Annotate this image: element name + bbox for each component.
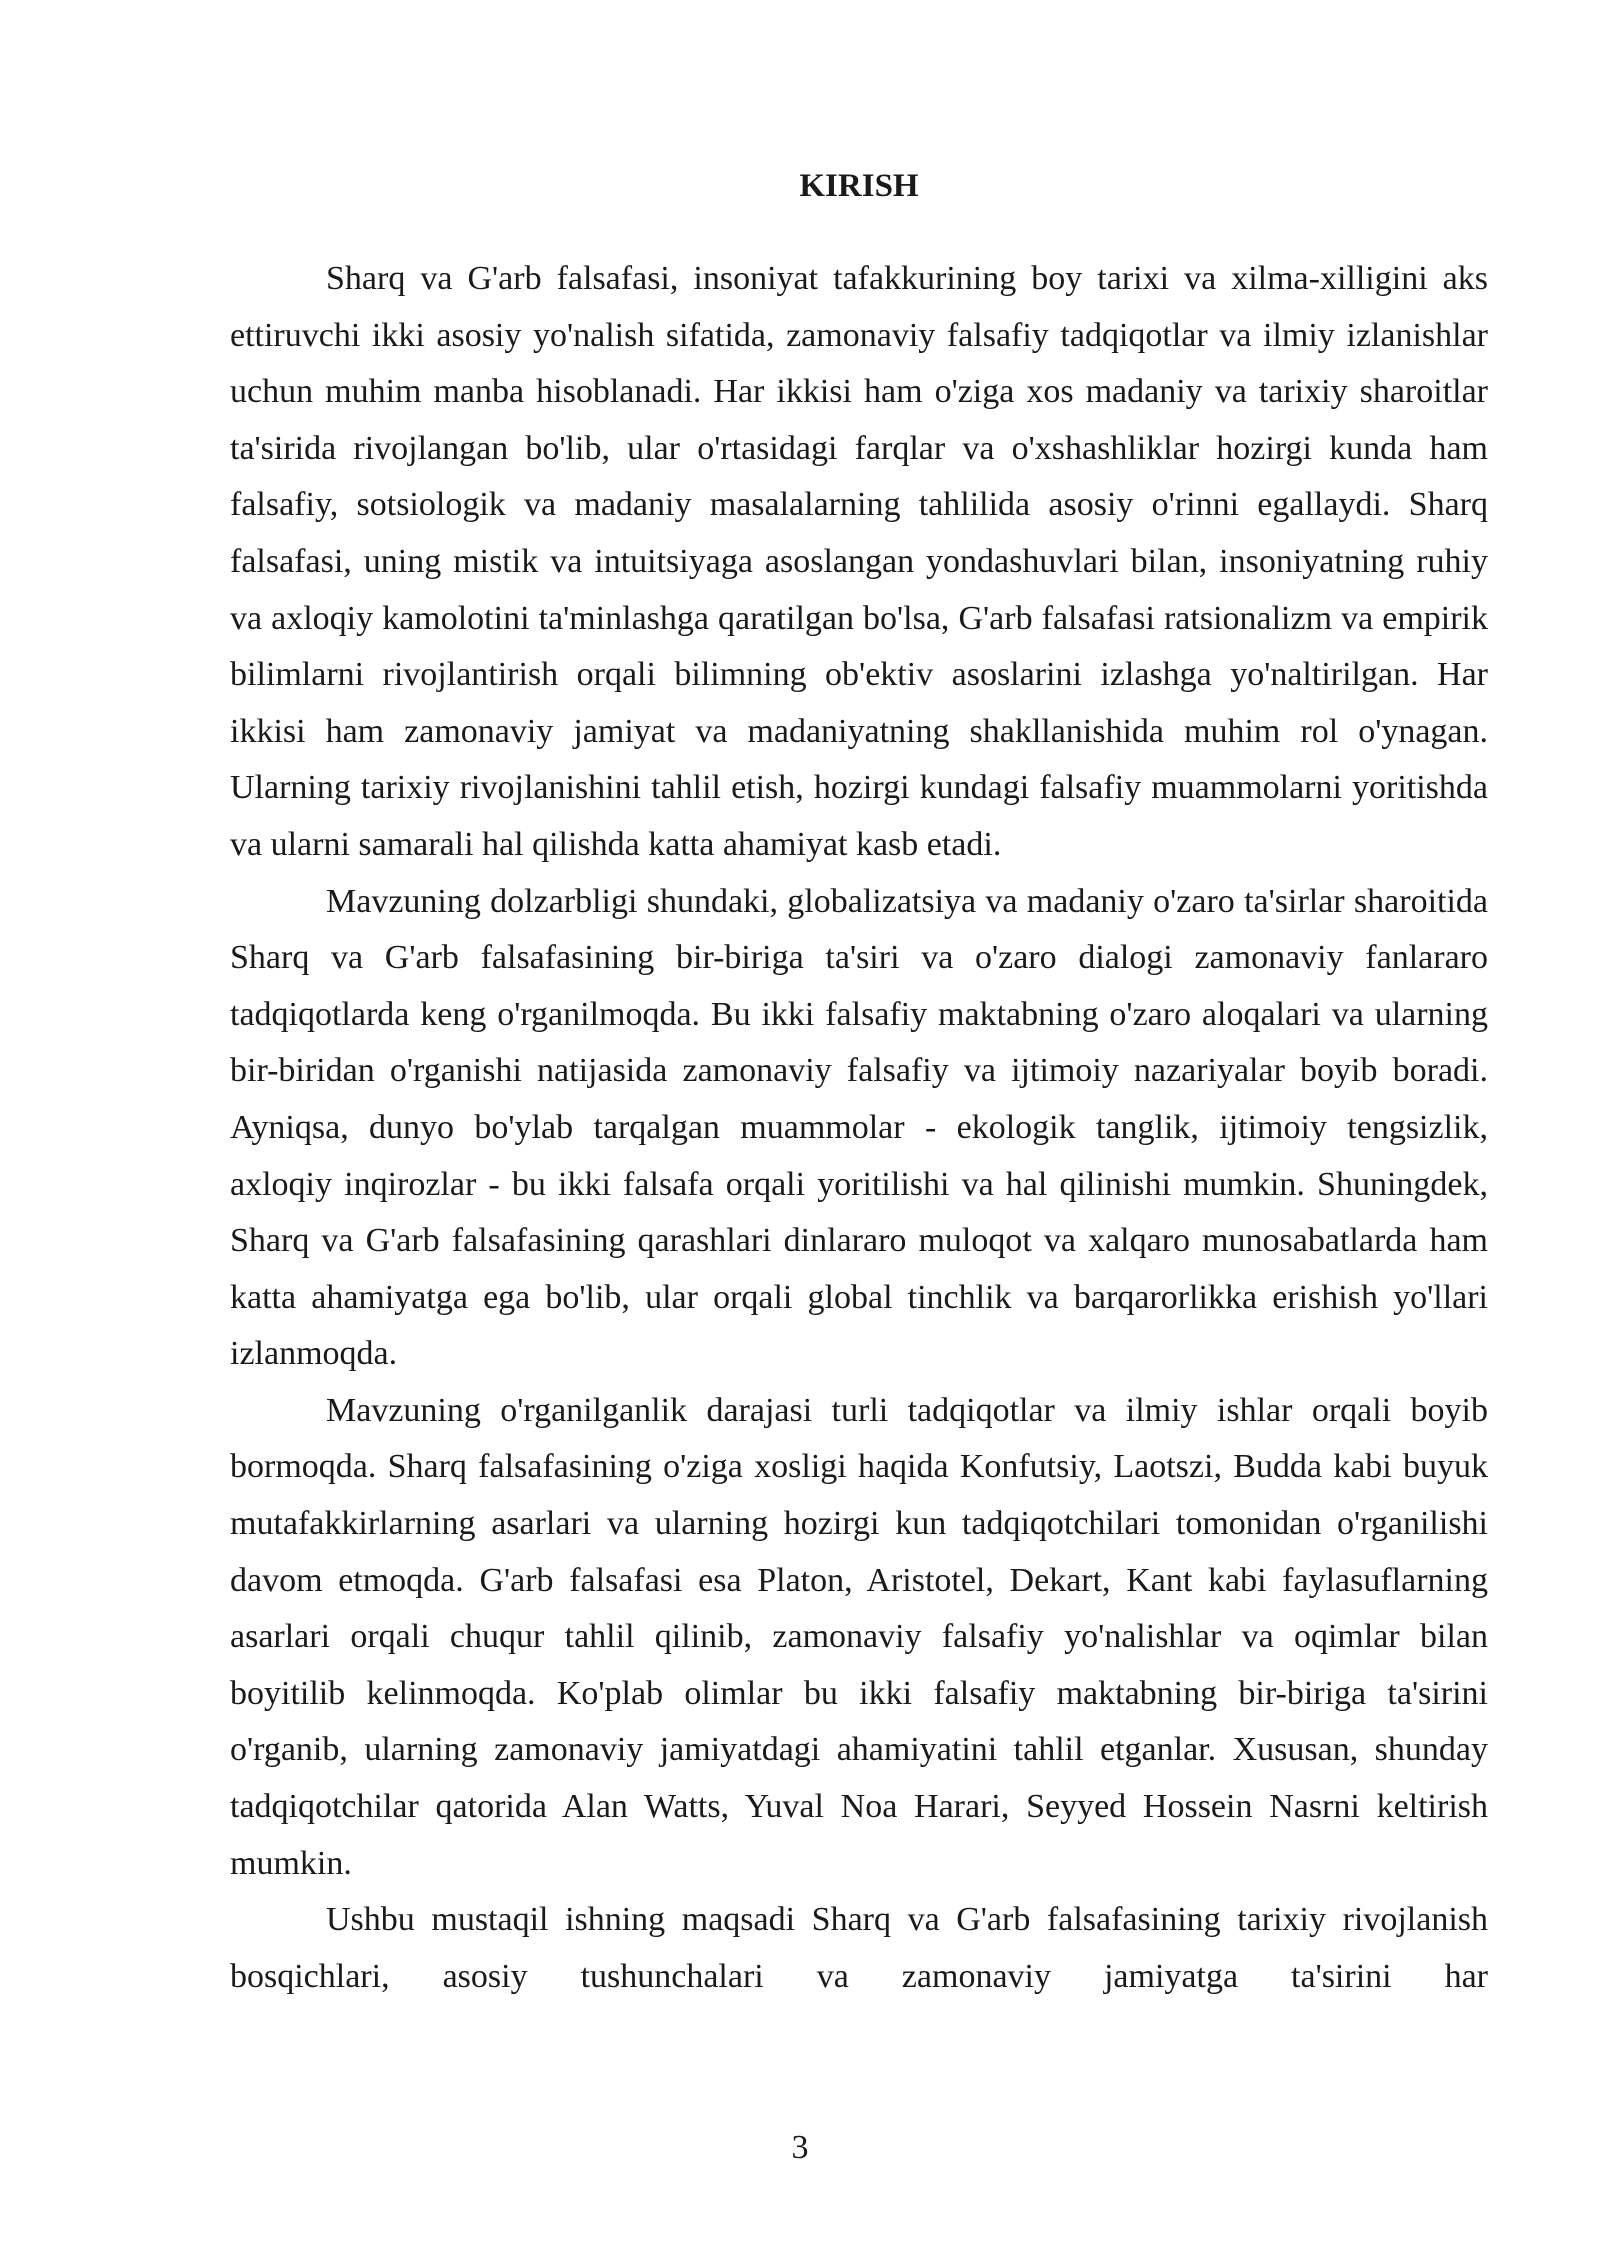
paragraph-introduction: Sharq va G'arb falsafasi, insoniyat tafakkurining boy tarixi va xilma-xilligini aks ettiruvchi ikki asosiy yo'nalish sifatida, zamonaviy falsafiy tadqiqotlar va ilmiy izlanishlar uchun muhim manba hisoblanadi. Har ikkisi ham o'ziga xos madaniy va tarixiy sharoitlar ta'sirida rivojlangan bo'lib, ular o'rtasidagi farqlar va o'xshashliklar hozirgi kunda ham falsafiy, sotsiologik va madaniy masalalarning tahlilida asosiy o'rinni egallaydi. Sharq falsafasi, uning mistik va intuitsiyaga asoslangan yondashuvlari bilan, insoniyatning ruhiy va axloqiy kamolotini ta'minlashga qaratilgan bo'lsa, G'arb falsafasi ratsionalizm va empirik bilimlarni rivojlantirish orqali bilimning ob'ektiv asoslarini izlashga yo'naltirilgan. Har ikkisi ham zamonaviy jamiyat va madaniyatning shakllanishida muhim rol o'ynagan. Ularning tarixiy rivojlanishini tahlil etish, hozirgi kundagi falsafiy muammolarni yoritishda va ularni samarali hal qilishda katta ahamiyat kasb etadi.	[230, 260, 1488, 863]
page-number: 3	[791, 2129, 809, 2166]
paragraph-goal: Ushbu mustaqil ishning maqsadi Sharq va G'arb falsafasining tarixiy rivojlanish bosqichlari, asosiy tushunchalari va zamonaviy jamiyatga ta'sirini har	[230, 1901, 1488, 1995]
paragraph-research-degree: Mavzuning o'rganilganlik darajasi turli tadqiqotlar va ilmiy ishlar orqali boyib bormoqda. Sharq falsafasining o'ziga xosligi haqida Konfutsiy, Laotszi, Budda kabi buyuk mutafakkirlarning asarlari va ularning hozirgi kun tadqiqotchilari tomonidan o'rganilishi davom etmoqda. G'arb falsafasi esa Platon, Aristotel, Dekart, Kant kabi faylasuflarning asarlari orqali chuqur tahlil qilinib, zamonaviy falsafiy yo'nalishlar va oqimlar bilan boyitilib kelinmoqda. Ko'plab olimlar bu ikki falsafiy maktabning bir-biriga ta'sirini o'rganib, ularning zamonaviy jamiyatdagi ahamiyatini tahlil etganlar. Xususan, shunday tadqiqotchilar qatorida Alan Watts, Yuval Noa Harari, Seyyed Hossein Nasrni keltirish mumkin.	[230, 1391, 1488, 1882]
section-heading: KIRISH	[799, 168, 919, 204]
paragraph-relevance: Mavzuning dolzarbligi shundaki, globalizatsiya va madaniy o'zaro ta'sirlar sharoitida Sharq va G'arb falsafasining bir-biriga ta'siri va o'zaro dialogi zamonaviy fanlararo tadqiqotlarda keng o'rganilmoqda. Bu ikki falsafiy maktabning o'zaro aloqalari va ularning bir-biridan o'rganishi natijasida zamonaviy falsafiy va ijtimoiy nazariyalar boyib boradi. Ayniqsa, dunyo bo'ylab tarqalgan muammolar - ekologik tanglik, ijtimoiy tengsizlik, axloqiy inqirozlar - bu ikki falsafa orqali yoritilishi va hal qilinishi mumkin. Shuningdek, Sharq va G'arb falsafasining qarashlari dinlararo muloqot va xalqaro munosabatlarda ham katta ahamiyatga ega bo'lib, ular orqali global tinchlik va barqarorlikka erishish yo'llari izlanmoqda.	[230, 882, 1488, 1373]
body-text	[230, 251, 1488, 2005]
